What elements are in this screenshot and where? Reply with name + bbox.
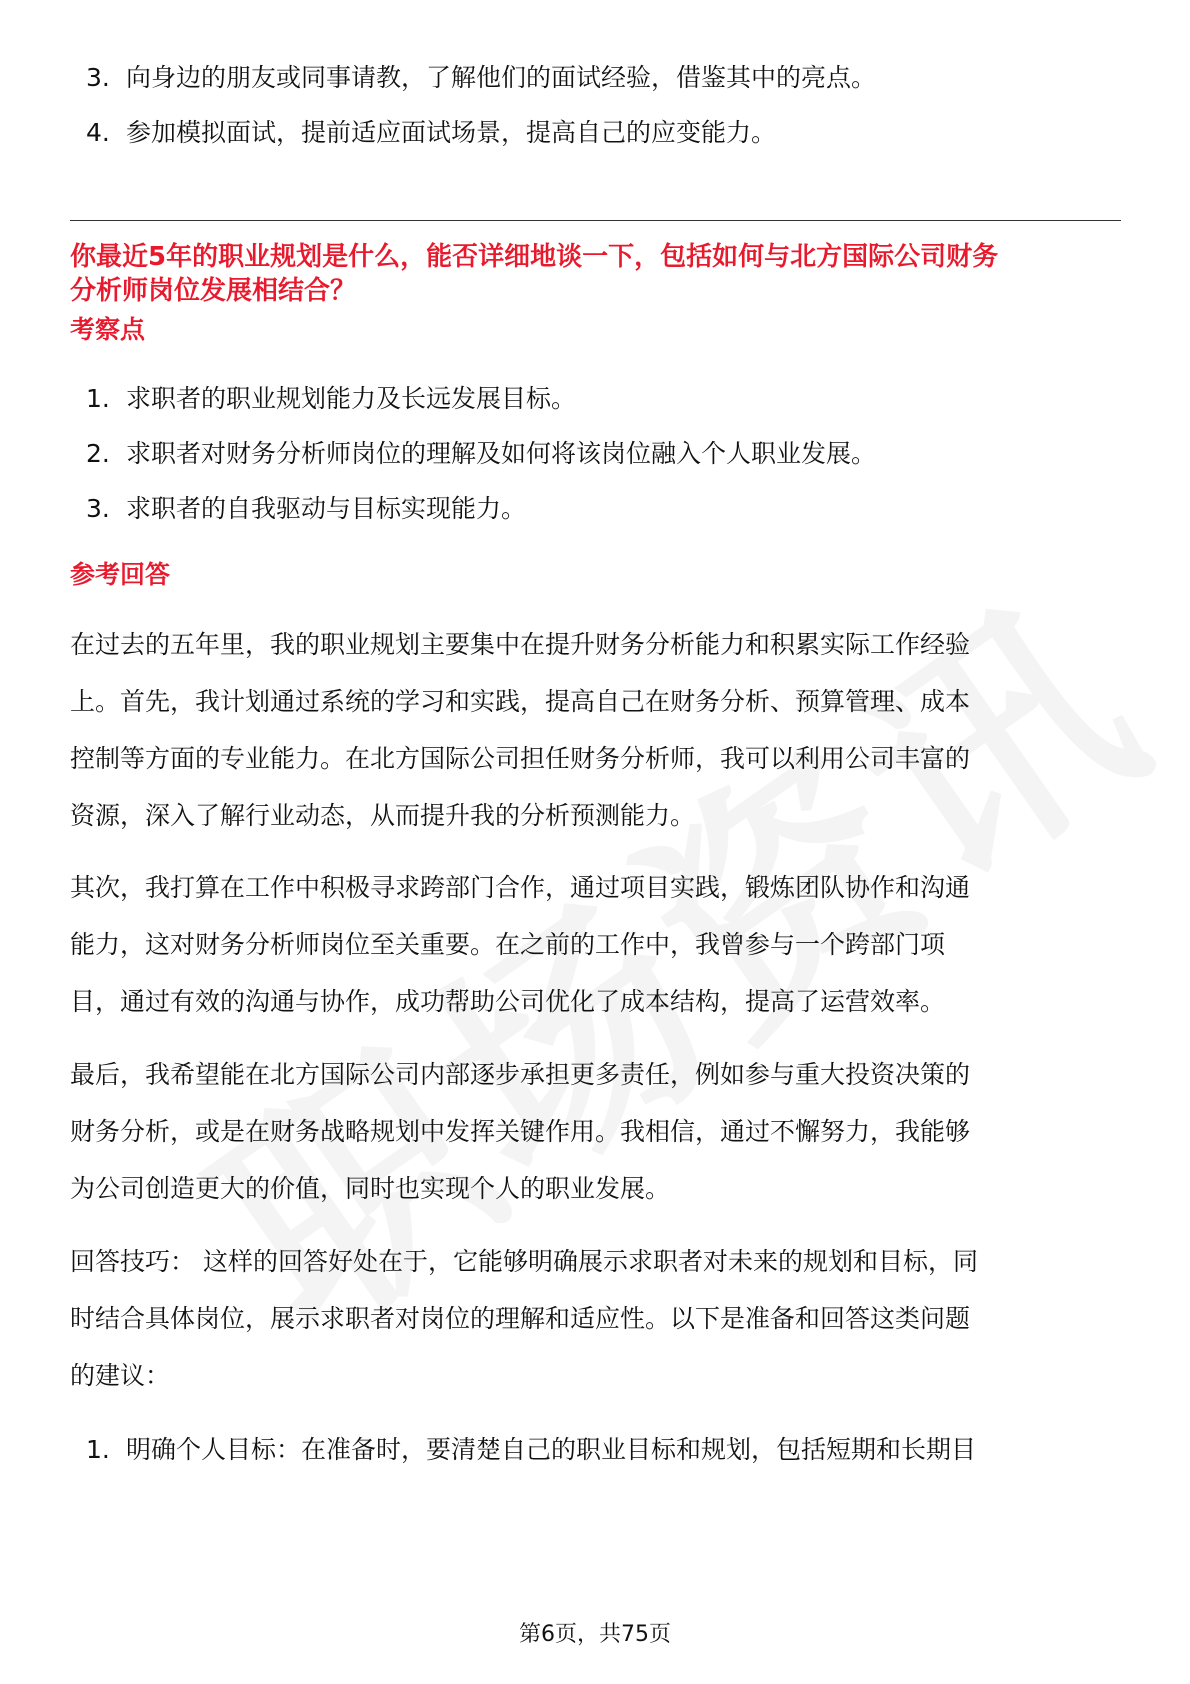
- paragraph-line: 能力，这对财务分析师岗位至关重要。在之前的工作中，我曾参与一个跨部门项: [70, 930, 946, 959]
- paragraph-line: 财务分析，或是在财务战略规划中发挥关键作用。我相信，通过不懈努力，我能够: [70, 1117, 971, 1146]
- list-item: [70, 491, 1120, 526]
- list-item: [70, 115, 1120, 150]
- list-item-number: 3.: [86, 494, 110, 523]
- list-item-text: 明确个人目标：在准备时，要清楚自己的职业目标和规划，包括短期和长期目: [126, 1435, 977, 1464]
- answer-paragraph: [70, 1046, 1130, 1217]
- list-item-text: 向身边的朋友或同事请教，了解他们的面试经验，借鉴其中的亮点。: [126, 63, 877, 92]
- list-item-text: 参加模拟面试，提前适应面试场景，提高自己的应变能力。: [126, 118, 777, 147]
- section-divider: [70, 220, 1121, 221]
- list-item: [70, 436, 1120, 471]
- list-item-number: 2.: [86, 439, 110, 468]
- answer-paragraph: [70, 859, 1130, 1030]
- interview-question: [70, 240, 1130, 308]
- answer-tips-paragraph: [70, 1233, 1130, 1404]
- assessment-heading: 考察点: [70, 315, 146, 344]
- previous-tips-list: [70, 60, 1120, 150]
- tips-list: [70, 1432, 1120, 1467]
- list-item-number: 1.: [86, 1435, 110, 1464]
- list-item-text: 求职者的职业规划能力及长远发展目标。: [126, 384, 577, 413]
- paragraph-line: 时结合具体岗位，展示求职者对岗位的理解和适应性。以下是准备和回答这类问题: [70, 1304, 971, 1333]
- paragraph-line: 其次，我打算在工作中积极寻求跨部门合作，通过项目实践，锻炼团队协作和沟通: [70, 873, 971, 902]
- list-item-number: 1.: [86, 384, 110, 413]
- paragraph-line: 最后，我希望能在北方国际公司内部逐步承担更多责任，例如参与重大投资决策的: [70, 1060, 971, 1089]
- list-item-number: 3.: [86, 63, 110, 92]
- answer-paragraph: [70, 616, 1130, 844]
- paragraph-line: 的建议：: [70, 1361, 171, 1390]
- question-line: 分析师岗位发展相结合？: [70, 276, 357, 306]
- paragraph-line: 上。首先，我计划通过系统的学习和实践，提高自己在财务分析、预算管理、成本: [70, 687, 971, 716]
- page-number-footer: 第6页，共75页: [519, 1622, 671, 1647]
- list-item-text: 求职者对财务分析师岗位的理解及如何将该岗位融入个人职业发展。: [126, 439, 877, 468]
- paragraph-line: 资源，深入了解行业动态，从而提升我的分析预测能力。: [70, 801, 696, 830]
- paragraph-line: 回答技巧： 这样的回答好处在于，它能够明确展示求职者对未来的规划和目标，同: [70, 1247, 978, 1276]
- list-item: [70, 60, 1120, 95]
- paragraph-line: 控制等方面的专业能力。在北方国际公司担任财务分析师，我可以利用公司丰富的: [70, 744, 971, 773]
- assessment-list: [70, 381, 1120, 526]
- list-item-text: 求职者的自我驱动与目标实现能力。: [126, 494, 527, 523]
- list-item: [70, 1432, 1120, 1467]
- answer-heading: 参考回答: [70, 560, 171, 589]
- paragraph-line: 在过去的五年里，我的职业规划主要集中在提升财务分析能力和积累实际工作经验: [70, 630, 971, 659]
- paragraph-line: 目，通过有效的沟通与协作，成功帮助公司优化了成本结构，提高了运营效率。: [70, 987, 946, 1016]
- list-item-number: 4.: [86, 118, 110, 147]
- list-item: [70, 381, 1120, 416]
- question-line: 你最近5年的职业规划是什么，能否详细地谈一下，包括如何与北方国际公司财务: [70, 242, 999, 272]
- paragraph-line: 为公司创造更大的价值，同时也实现个人的职业发展。: [70, 1174, 671, 1203]
